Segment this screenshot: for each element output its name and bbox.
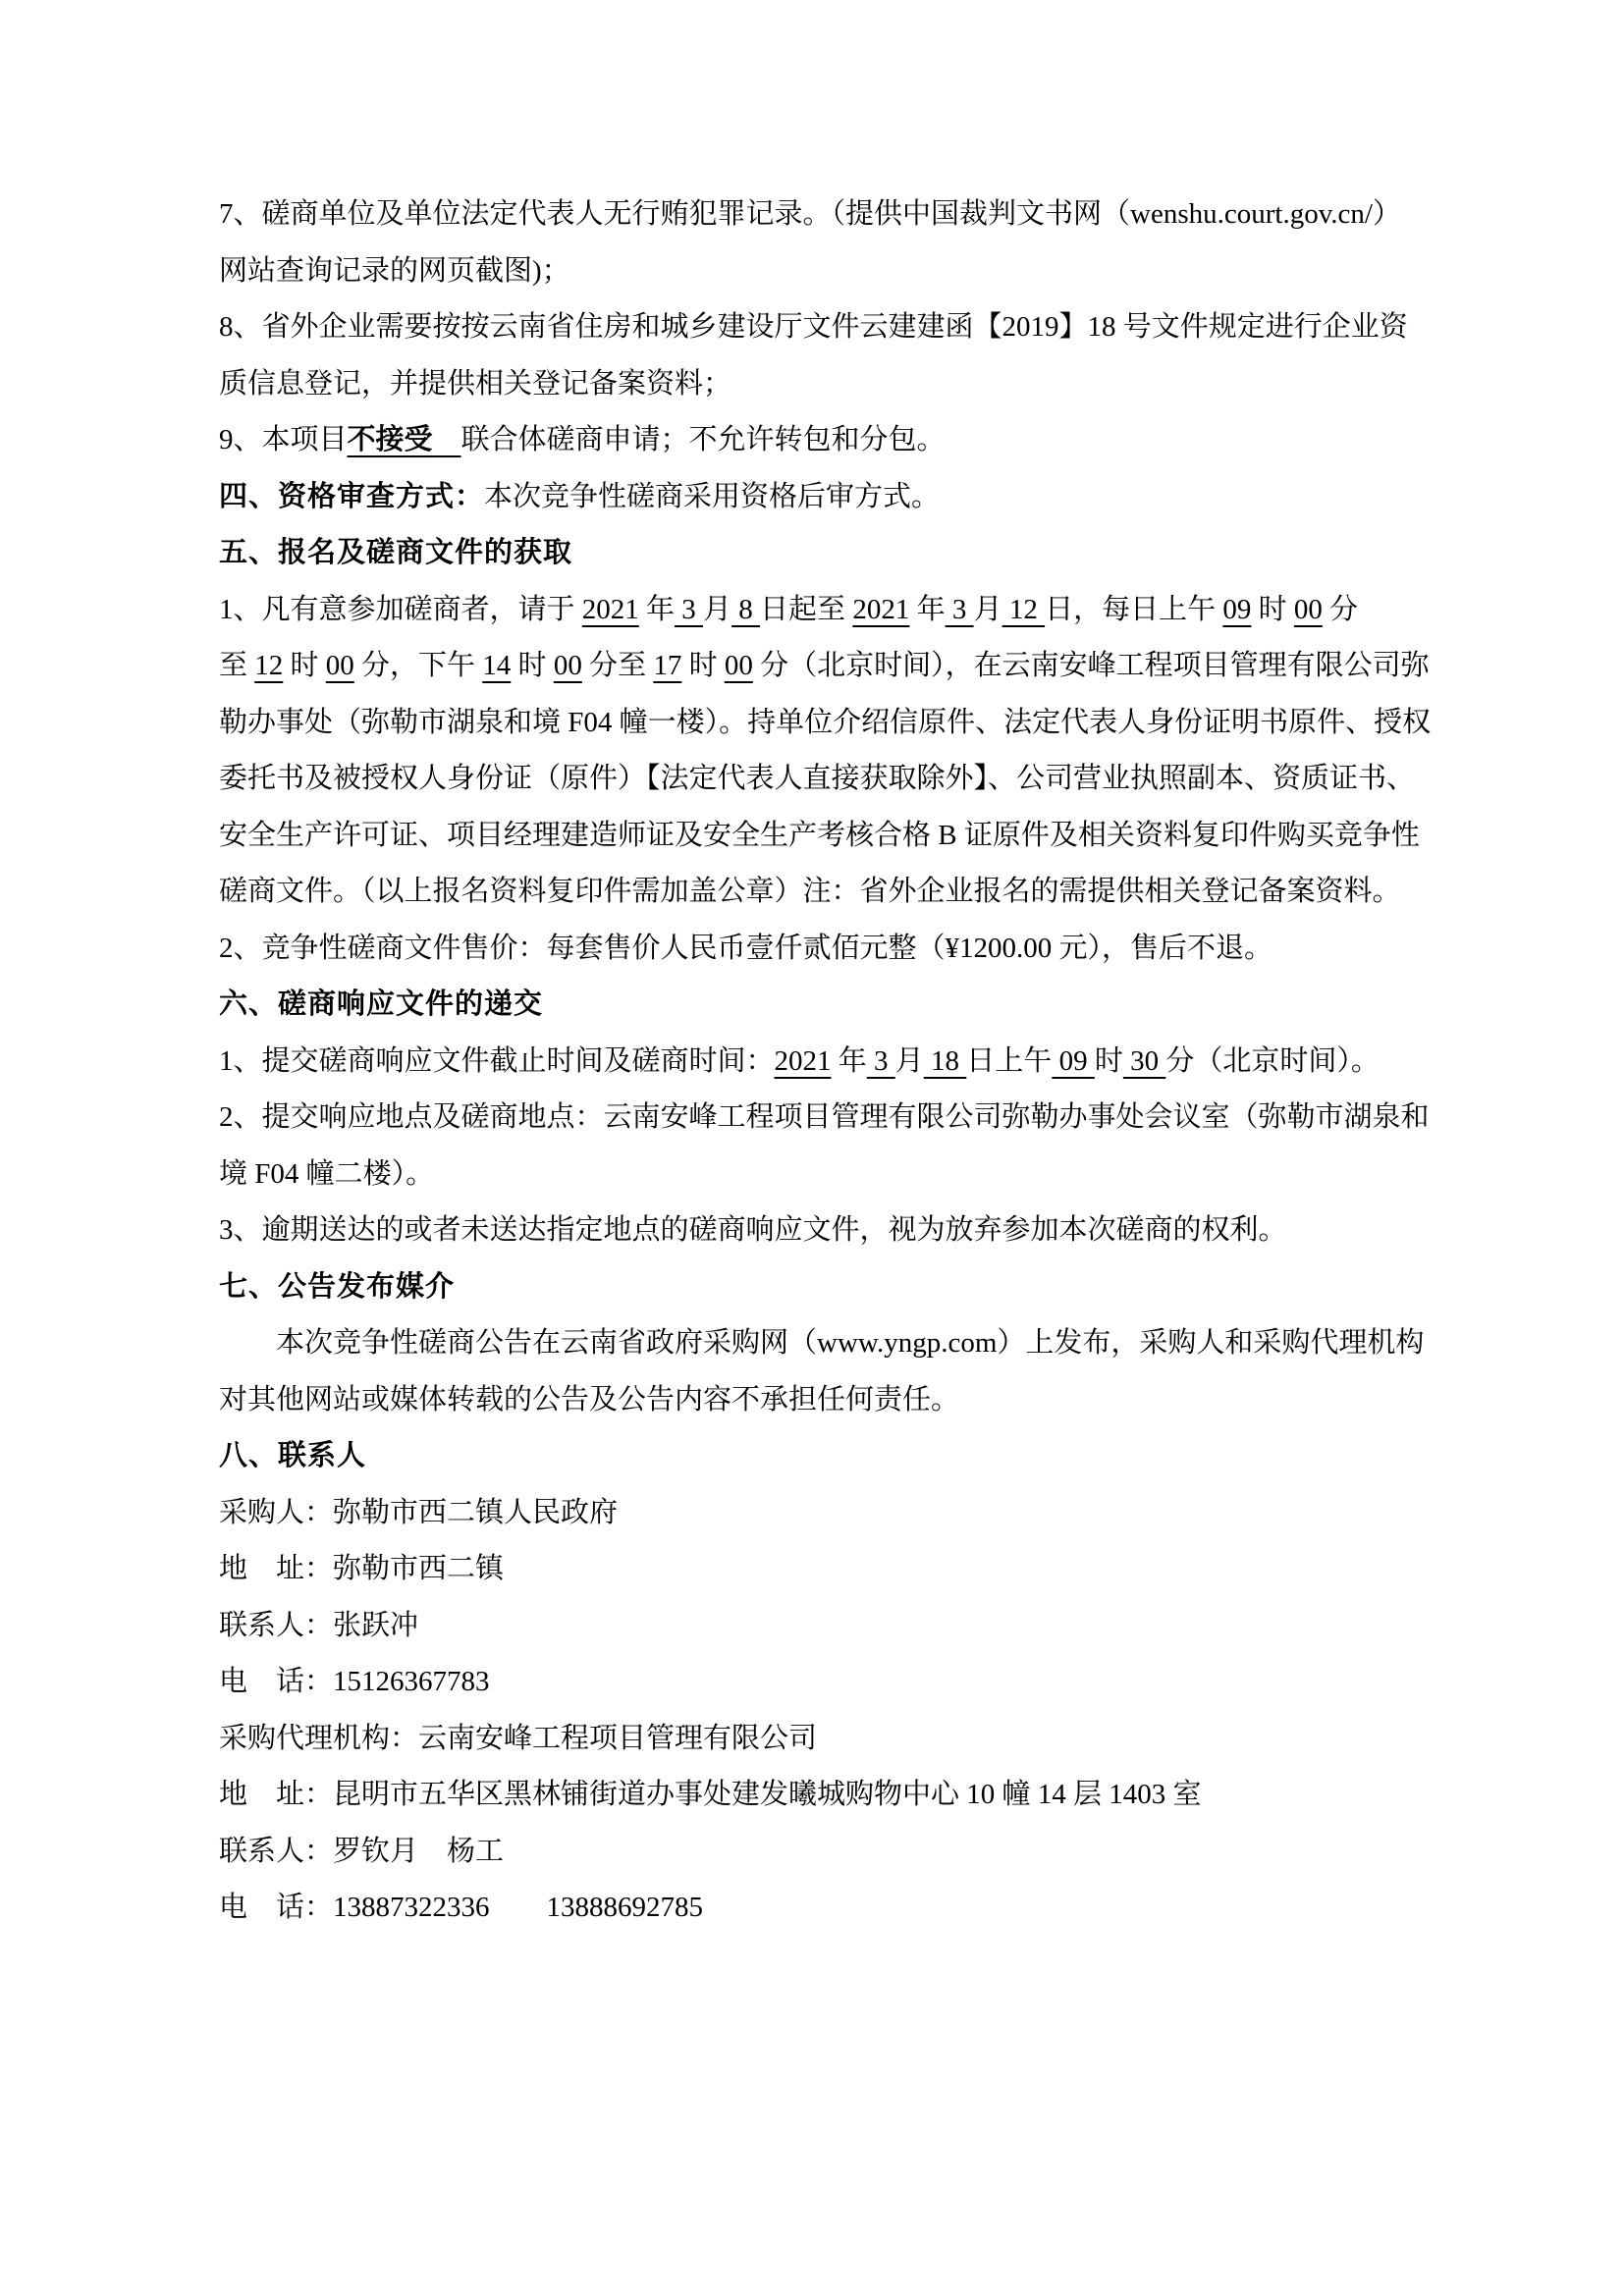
body-text: 本次竞争性磋商采用资格后审方式。 [484, 480, 941, 512]
body-text: 分（北京时间）。 [1165, 1044, 1380, 1077]
body-text: 地 址：弥勒市西二镇 [219, 1553, 505, 1584]
body-text: 时 [283, 650, 326, 681]
body-text: 联合体磋商申请；不允许转包和分包。 [460, 424, 946, 455]
body-text: 对其他网站或媒体转载的公告及公告内容不承担任何责任。 [219, 1383, 960, 1415]
body-text: 8 [731, 593, 761, 625]
text-line [219, 1654, 1466, 1711]
text-line [219, 1485, 1466, 1542]
text-line [219, 1767, 1466, 1824]
body-text: 3 [945, 593, 974, 625]
body-text: 联系人：张跃冲 [219, 1609, 419, 1641]
body-text: 1、提交磋商响应文件截止时间及磋商时间： [219, 1044, 775, 1077]
text-line [219, 921, 1466, 978]
text-line [219, 1372, 1466, 1429]
body-text: 2、提交响应地点及磋商地点：云南安峰工程项目管理有限公司弥勒办事处会议室（弥勒市湖泉和 [219, 1101, 1430, 1133]
text-line [219, 638, 1466, 695]
text-line [219, 1880, 1466, 1937]
body-text: 时 [1094, 1044, 1123, 1077]
body-text: 日，每日上午 [1045, 593, 1223, 625]
body-text: 3、逾期送达的或者未送达指定地点的磋商响应文件，视为放弃参加本次磋商的权利。 [219, 1214, 1287, 1246]
body-text: 时 [681, 650, 725, 681]
text-line [219, 751, 1466, 808]
text-line [219, 1034, 1466, 1091]
text-line [219, 1428, 1466, 1485]
body-text: 30 [1122, 1044, 1166, 1077]
body-text: 地 址：昆明市五华区黑林铺街道办事处建发曦城购物中心 10 幢 14 层 1403 室 [219, 1779, 1202, 1810]
text-line [219, 864, 1466, 921]
body-text: 2021 [581, 593, 639, 625]
body-text: 分，下午 [353, 650, 483, 681]
section-heading-text: 八、联系人 [219, 1440, 367, 1471]
body-text: 本次竞争性磋商公告在云南省政府采购网（www.yngp.com）上发布，采购人和采购代理机构 [276, 1327, 1425, 1359]
text-line [219, 1259, 1466, 1316]
text-line [219, 1147, 1466, 1203]
text-line [219, 525, 1466, 582]
body-text: 电 话：15126367783 [219, 1666, 490, 1697]
text-line [219, 299, 1466, 356]
section-heading-text: 六、磋商响应文件的递交 [219, 988, 544, 1020]
body-text: 2021 [774, 1044, 832, 1077]
body-text: 年 [638, 593, 676, 625]
body-text: 14 [482, 650, 512, 681]
body-text: 日上午 [966, 1044, 1053, 1077]
text-line [219, 1711, 1466, 1768]
body-text: 电 话：13887322336 13888692785 [219, 1892, 704, 1923]
document-body [219, 187, 1466, 1937]
body-text: 质信息登记，并提供相关登记备案资料； [219, 367, 732, 400]
text-line [219, 1541, 1466, 1598]
body-text: 年 [831, 1044, 867, 1077]
body-text: 采购代理机构：云南安峰工程项目管理有限公司 [219, 1722, 818, 1754]
text-line [219, 1090, 1466, 1147]
text-line [219, 582, 1466, 639]
body-text: 3 [866, 1044, 895, 1077]
text-line [219, 469, 1466, 526]
body-text: 至 [219, 650, 255, 681]
section-heading-text: 七、公告发布媒介 [219, 1270, 456, 1303]
text-line [219, 808, 1466, 865]
body-text [433, 424, 461, 455]
body-text: 2、竞争性磋商文件售价：每套售价人民币壹仟贰佰元整（¥1200.00 元），售后不退。 [219, 932, 1273, 964]
text-line [219, 356, 1466, 413]
body-text: 12 [1001, 593, 1046, 625]
body-text: 2021 [852, 593, 910, 625]
body-text: 采购人：弥勒市西二镇人民政府 [219, 1496, 619, 1528]
body-text: 月 [973, 593, 1002, 625]
body-text: 00 [553, 650, 582, 681]
text-line [219, 412, 1466, 469]
section-heading-text: 五、报名及磋商文件的获取 [219, 537, 573, 568]
body-text: 日起至 [760, 593, 853, 625]
body-text: 月 [703, 593, 732, 625]
body-text: 12 [254, 650, 284, 681]
body-text: 安全生产许可证、项目经理建造师证及安全生产考核合格 B 证原件及相关资料复印件购买竞争性 [219, 819, 1420, 851]
body-text: 7、磋商单位及单位法定代表人无行贿犯罪记录。（提供中国裁判文书网（wenshu.court.gov.cn/） [219, 198, 1401, 230]
body-text: 境 F04 幢二楼）。 [219, 1157, 435, 1190]
body-text: 00 [724, 650, 753, 681]
body-text: 09 [1222, 593, 1252, 625]
body-text: 9、本项目 [219, 424, 348, 455]
text-line [219, 1824, 1466, 1881]
body-text: 网站查询记录的网页截图)； [219, 254, 570, 287]
section-heading-text: 四、资格审查方式： [219, 480, 485, 512]
body-text: 3 [675, 593, 704, 625]
body-text: 时 [511, 650, 554, 681]
text-line [219, 243, 1466, 300]
body-text: 1、凡有意参加磋商者，请于 [219, 593, 582, 625]
body-text: 00 [1293, 593, 1323, 625]
body-text: 8、省外企业需要按按云南省住房和城乡建设厅文件云建建函【2019】18 号文件规定进行企业资 [219, 311, 1408, 343]
body-text: 00 [325, 650, 354, 681]
body-text: 09 [1052, 1044, 1095, 1077]
body-text: 委托书及被授权人身份证（原件）【法定代表人直接获取除外】、公司营业执照副本、资质证书、 [219, 763, 1416, 794]
body-text: 18 [923, 1044, 967, 1077]
text-line [219, 1202, 1466, 1259]
body-text: 勒办事处（弥勒市湖泉和境 F04 幢一楼）。持单位介绍信原件、法定代表人身份证明书原件、授权 [219, 706, 1432, 738]
text-line [219, 187, 1466, 243]
body-text: 年 [909, 593, 946, 625]
text-line [219, 1598, 1466, 1655]
body-text: 17 [653, 650, 682, 681]
body-text: 磋商文件。（以上报名资料复印件需加盖公章）注：省外企业报名的需提供相关登记备案资料。 [219, 876, 1401, 907]
body-text: 时 [1251, 593, 1294, 625]
body-text: 分（北京时间），在云南安峰工程项目管理有限公司弥 [752, 650, 1430, 681]
body-text: 分 [1322, 593, 1359, 625]
text-line [219, 1315, 1466, 1372]
text-line [219, 977, 1466, 1034]
body-text: 联系人：罗钦月 杨工 [219, 1835, 505, 1867]
body-text: 月 [894, 1044, 924, 1077]
body-text: 分至 [581, 650, 654, 681]
text-line [219, 695, 1466, 752]
body-text: 不接受 [347, 424, 433, 455]
